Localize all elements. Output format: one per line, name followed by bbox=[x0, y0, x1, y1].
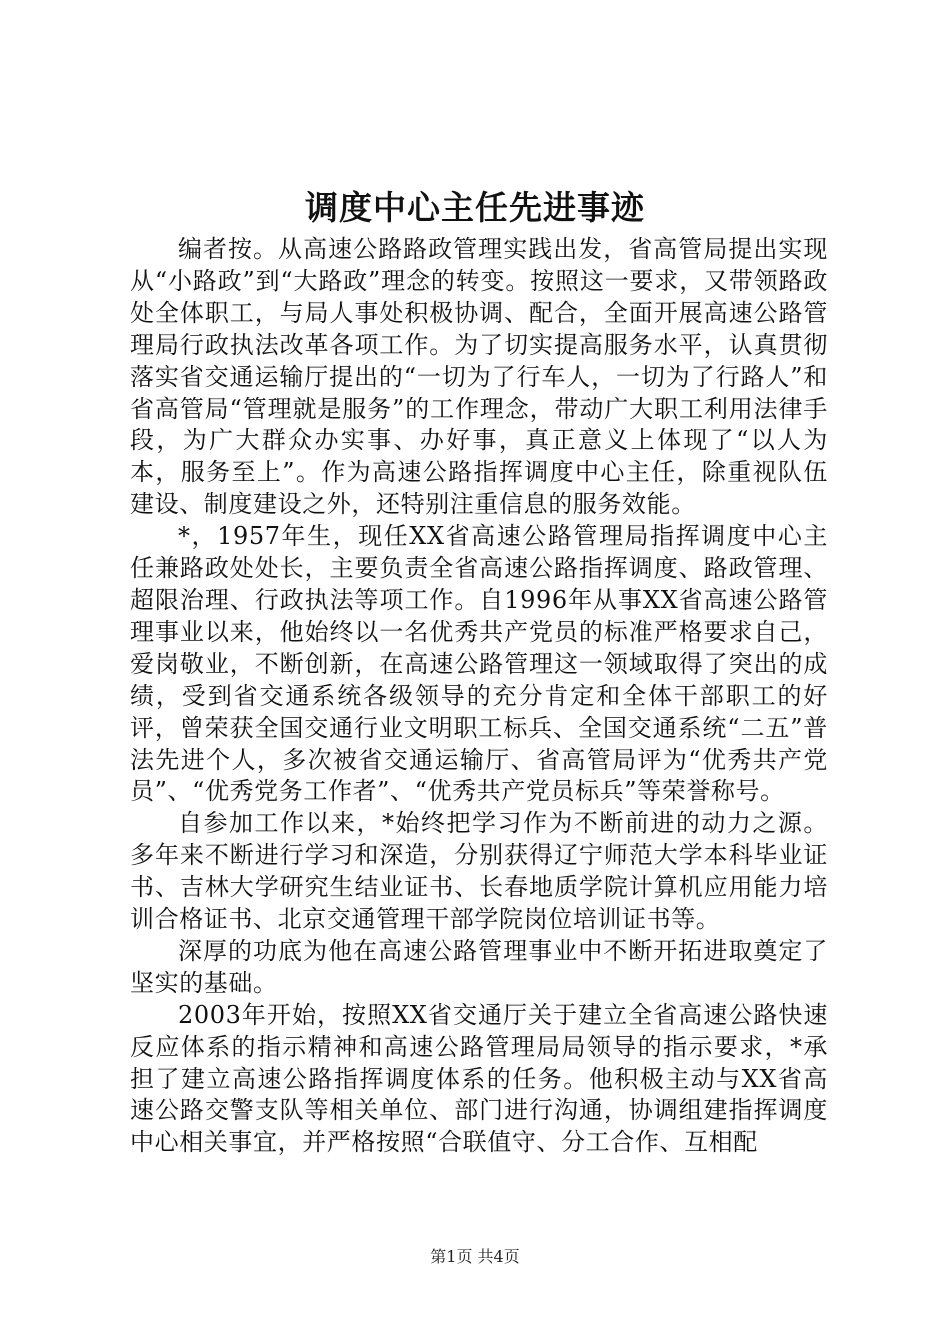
document-body bbox=[130, 234, 828, 1159]
document-title: 调度中心主任先进事迹 bbox=[305, 188, 645, 227]
paragraph-foundation: 深厚的功底为他在高速公路管理事业中不断开拓进取奠定了坚实的基础。 bbox=[130, 936, 828, 997]
paragraph-biography: *，1957年生，现任XX省高速公路管理局指挥调度中心主任兼路政处处长，主要负责全省高速公路指挥调度、路政管理、超限治理、行政执法等项工作。自1996年从事XX省高速公路管理事业以来，他始终以一名优秀共产党员的标准严格要求自己，爱岗敬业，不断创新，在高速公路管理这一领域取得了突出的成绩，受到省交通系统各级领导的充分肯定和全体干部职工的好评，曾荣获全国交通行业文明职工标兵、全国交通系统“二五”普法先进个人，多次被省交通运输厅、省高管局评为“优秀共产党员”、“优秀党务工作者”、“优秀共产党员标兵”等荣誉称号。 bbox=[130, 522, 828, 806]
paragraph-dispatch-system: 2003年开始，按照XX省交通厅关于建立全省高速公路快速反应体系的指示精神和高速公路管理局局领导的指示要求，*承担了建立高速公路指挥调度体系的任务。他积极主动与XX省高速公路交警支队等相关单位、部门进行沟通，协调组建指挥调度中心相关事宜，并严格按照“合联值守、分工合作、互相配 bbox=[130, 1000, 828, 1157]
page-number-footer: 第1页 共4页 bbox=[430, 1247, 520, 1266]
paragraph-education: 自参加工作以来，*始终把学习作为不断前进的动力之源。多年来不断进行学习和深造，分别获得辽宁师范大学本科毕业证书、吉林大学研究生结业证书、长春地质学院计算机应用能力培训合格证书、北京交通管理干部学院岗位培训证书等。 bbox=[130, 809, 828, 934]
paragraph-editor-note: 编者按。从高速公路路政管理实践出发，省高管局提出实现从“小路政”到“大路政”理念的转变。按照这一要求，又带领路政处全体职工，与局人事处积极协调、配合，全面开展高速公路管理局行政执法改革各项工作。为了切实提高服务水平，认真贯彻落实省交通运输厅提出的“一切为了行车人，一切为了行路人”和省高管局“管理就是服务”的工作理念，带动广大职工利用法律手段，为广大群众办实事、办好事，真正意义上体现了“以人为本，服务至上”。作为高速公路指挥调度中心主任，除重视队伍建设、制度建设之外，还特别注重信息的服务效能。 bbox=[130, 235, 828, 519]
